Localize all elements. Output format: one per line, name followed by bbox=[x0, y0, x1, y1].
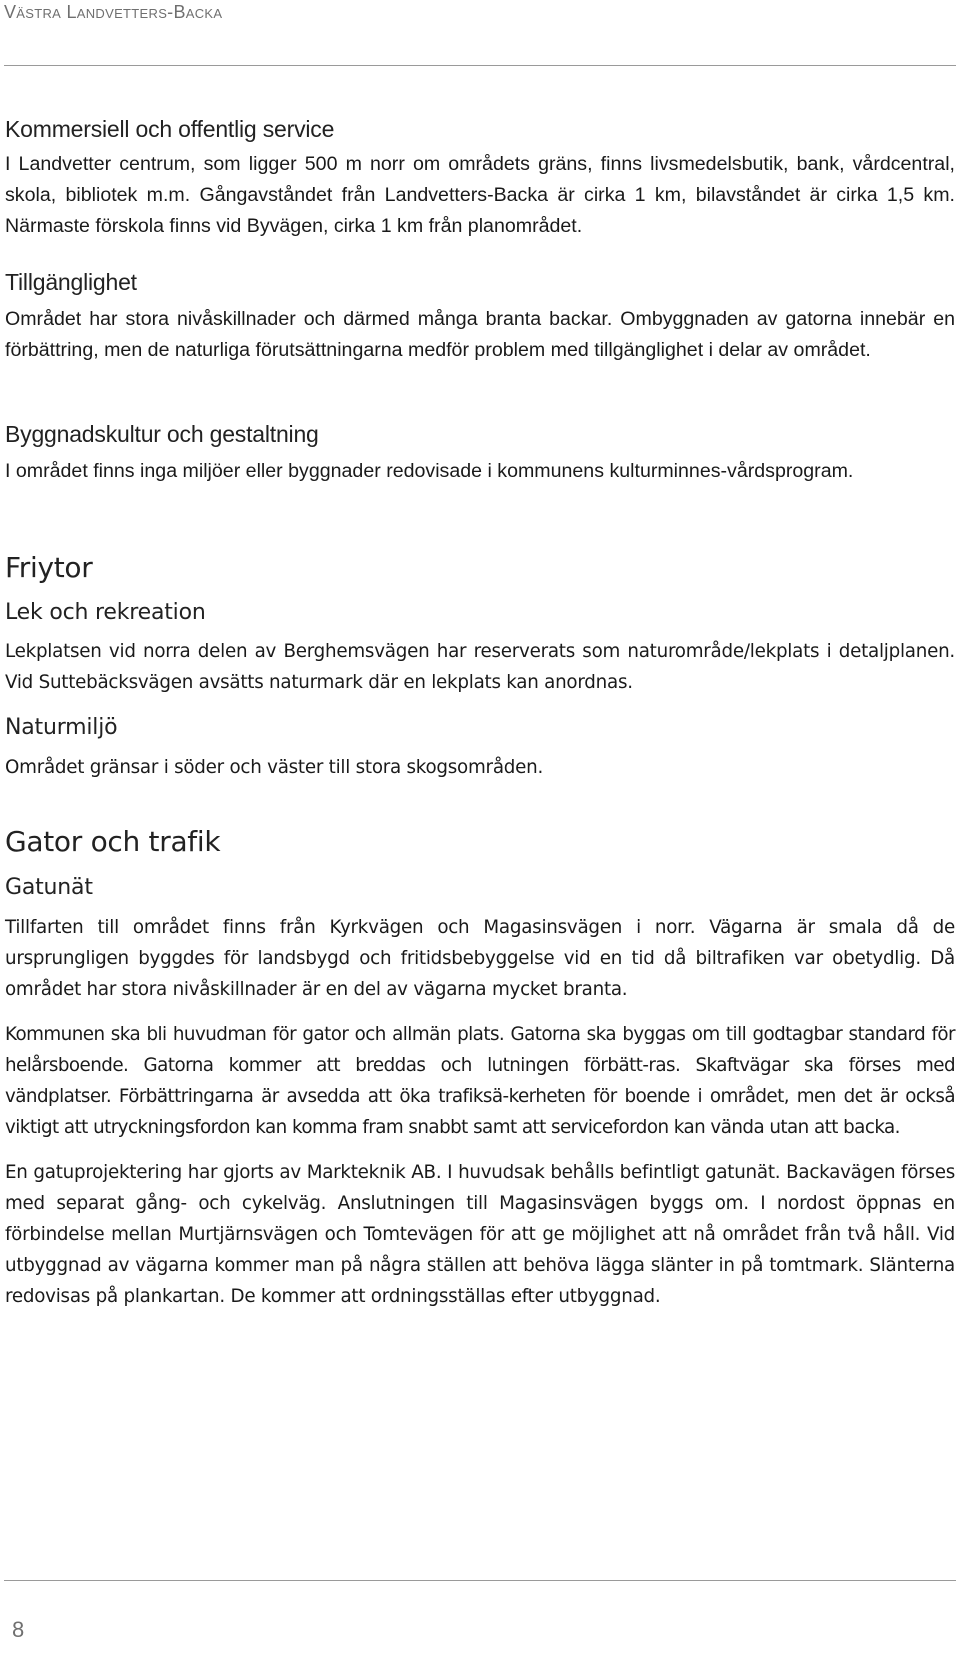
header-rule bbox=[4, 65, 956, 66]
section-heading: Byggnadskultur och gestaltning bbox=[5, 421, 319, 447]
section-byggnadskultur bbox=[5, 420, 955, 487]
section-friytor bbox=[5, 552, 955, 783]
section-body: Området gränsar i söder och väster till stora skogsområden. bbox=[5, 757, 544, 778]
paragraph: Kommunen ska bli huvudman för gator och allmän plats. Gatorna ska byggas om till godtagbar standard för helårsboende. Gatorna kommer att breddas och lutningen förbätt-ras. Skaftvägar ska förses med vändplatser. Förbättringarna är avsedda att öka trafiksä-kerheten för boende i området, men det är också viktigt att utryckningsfordon kan komma fram snabbt samt att servicefordon kan vända utan att backa. bbox=[5, 1024, 955, 1138]
paragraph: Tillfarten till området finns från Kyrkvägen och Magasinsvägen i norr. Vägarna är smala då de ursprungligen byggdes för landsbygd och fritidsbebyggelse vid en tid då biltrafiken var obetydlig. Då området har stora nivåskillnader är en del av vägarna mycket branta. bbox=[5, 917, 955, 1000]
section-body: I Landvetter centrum, som ligger 500 m norr om områdets gräns, finns livsmedelsbutik, bank, vårdcentral, skola, bibliotek m.m. Gångavståndet från Landvetters-Backa är cirka 1 km, bilavståndet är cirka 1,5 km. Närmaste förskola finns vid Byvägen, cirka 1 km från planområdet. bbox=[5, 153, 955, 237]
chapter-title: Gator och trafik bbox=[5, 825, 221, 858]
section-tillganglighet bbox=[5, 268, 955, 366]
paragraph: En gatuprojektering har gjorts av Markteknik AB. I huvudsak behålls befintligt gatunät. Backavägen förses med separat gång- och cykelväg. Anslutningen till Magasinsvägen byggs om. I nordost öppnas en förbindelse mellan Murtjärnsvägen och Tomtevägen för att ge möjlighet att nå området från två håll. Vid utbyggnad av vägarna kommer man på några ställen att behöva lägga slänter in på tomtmark. Slänterna redovisas på plankartan. De kommer att ordningsställas efter utbyggnad. bbox=[5, 1162, 955, 1307]
running-head: Västra Landvetters-Backa bbox=[4, 2, 223, 22]
section-heading: Lek och rekreation bbox=[5, 600, 206, 625]
section-heading: Kommersiell och offentlig service bbox=[5, 116, 335, 142]
section-gator bbox=[5, 826, 955, 1312]
section-kommersiell bbox=[5, 115, 955, 242]
section-heading: Naturmiljö bbox=[5, 715, 118, 740]
section-heading: Gatunät bbox=[5, 875, 93, 900]
page-number: 8 bbox=[12, 1617, 25, 1642]
section-body: Lekplatsen vid norra delen av Berghemsvägen har reserverats som naturområde/lekplats i detaljplanen. Vid Suttebäcksvägen avsätts naturmark där en lekplats kan anordnas. bbox=[5, 641, 955, 693]
chapter-title: Friytor bbox=[5, 551, 93, 584]
section-body: I området finns inga miljöer eller byggnader redovisade i kommunens kulturminnes-vårdsprogram. bbox=[5, 460, 854, 482]
section-body: Området har stora nivåskillnader och därmed många branta backar. Ombyggnaden av gatorna innebär en förbättring, men de naturliga förutsättningarna medför problem med tillgänglighet i delar av området. bbox=[5, 308, 955, 361]
section-heading: Tillgänglighet bbox=[5, 269, 137, 295]
footer-rule bbox=[4, 1580, 956, 1581]
